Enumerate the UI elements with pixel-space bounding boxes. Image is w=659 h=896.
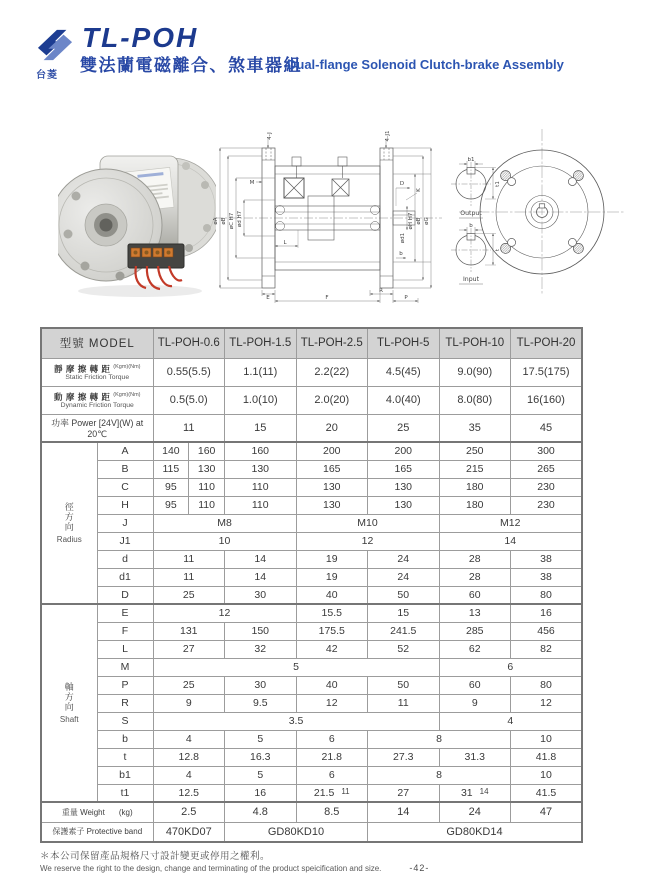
value-cell: 12 — [296, 694, 368, 712]
detail-label-b: b — [469, 223, 473, 229]
footer-note-english: We reserve the right to the design, change and terminating of the product speicification and size. — [40, 864, 382, 873]
row-label: J1 — [97, 532, 153, 550]
value-cell: 80 — [511, 676, 583, 694]
value-cell: 6 — [439, 658, 582, 676]
row-label: 靜 摩 擦 轉 距 $^{(Kgm)(Nm)}$ Static Friction Torque — [41, 358, 153, 386]
row-label: 保護素子 Protective band — [41, 822, 153, 842]
table-row — [41, 496, 582, 514]
terminal-block — [128, 244, 184, 268]
value-cell: 60 — [439, 586, 511, 604]
value-cell: 8.5 — [296, 802, 368, 822]
row-label: L — [97, 640, 153, 658]
table-row — [41, 414, 582, 442]
model-name: TL-POH-1.5 — [225, 328, 297, 358]
company-logo-icon — [34, 27, 76, 63]
value-cell: 38 — [511, 568, 583, 586]
value-cell: 82 — [511, 640, 583, 658]
value-cell: 1.0(10) — [225, 386, 297, 414]
value-cell: 10 — [511, 766, 583, 784]
value-cell: 11 — [153, 414, 225, 442]
value-cell: 50 — [368, 676, 440, 694]
dim-label-4j-icon: 4-J — [267, 132, 273, 140]
table-row — [41, 658, 582, 676]
row-label: M — [97, 658, 153, 676]
value-cell: 12.8 — [153, 748, 225, 766]
logo-caption: 台菱 — [36, 70, 58, 81]
value-cell: 50 — [368, 586, 440, 604]
dim-label-M: M — [249, 180, 255, 186]
value-cell: M12 — [439, 514, 582, 532]
row-label: R — [97, 694, 153, 712]
value-cell: 32 — [225, 640, 297, 658]
value-cell: 300 — [511, 442, 583, 460]
value-cell: 4.5(45) — [368, 358, 440, 386]
value-cell: 165 — [296, 460, 368, 478]
dim-label-4j1-icon: 4-J1 — [385, 130, 391, 142]
detail-label-b1: b1 — [467, 157, 475, 163]
value-cell: 28 — [439, 568, 511, 586]
value-cell: 47 — [511, 802, 583, 822]
value-cell: 10 — [153, 532, 296, 550]
value-cell: 140 — [153, 442, 189, 460]
table-row — [41, 550, 582, 568]
table-row — [41, 478, 582, 496]
value-cell: 40 — [296, 676, 368, 694]
value-cell: 11 — [153, 568, 225, 586]
value-cell: 2.0(20) — [296, 386, 368, 414]
value-cell: 15 — [225, 414, 297, 442]
model-name: TL-POH-0.6 — [153, 328, 225, 358]
value-cell: 8.0(80) — [439, 386, 511, 414]
value-cell: 110 — [225, 496, 297, 514]
value-cell: 42 — [296, 640, 368, 658]
value-cell: 40 — [296, 586, 368, 604]
dim-label-b: b — [399, 251, 403, 257]
table-row — [41, 514, 582, 532]
value-cell: 0.55(5.5) — [153, 358, 225, 386]
dim-label-oB-right: øB — [416, 217, 422, 225]
value-cell: 130 — [368, 496, 440, 514]
dim-label-oC: øC H7 — [229, 212, 235, 230]
value-cell: 2.5 — [153, 802, 225, 822]
dim-label-od: ød H7 — [237, 210, 243, 228]
value-cell: M10 — [296, 514, 439, 532]
value-cell: 45 — [511, 414, 583, 442]
value-cell: 9.0(90) — [439, 358, 511, 386]
value-cell: 215 — [439, 460, 511, 478]
footer-note-chinese: ＊本公司保留產品規格尺寸設計變更或停用之權利。 — [40, 851, 271, 862]
value-cell: 0.5(5.0) — [153, 386, 225, 414]
value-cell: 31.3 — [439, 748, 511, 766]
row-label: F — [97, 622, 153, 640]
row-label: 動 摩 擦 轉 距 $^{(Kgm)(Nm)}$ Dynamic Friction Torque — [41, 386, 153, 414]
model-name: TL-POH-10 — [439, 328, 511, 358]
dim-label-F: F — [325, 295, 329, 301]
value-cell: 27 — [368, 784, 440, 802]
input-caption: Input — [462, 276, 480, 283]
value-cell: 12 — [296, 532, 439, 550]
table-row — [41, 622, 582, 640]
table-row — [41, 802, 582, 822]
value-cell: 24 — [368, 568, 440, 586]
table-row — [41, 694, 582, 712]
value-cell: 10 — [511, 730, 583, 748]
value-cell: 130 — [225, 460, 297, 478]
dim-label-E: E — [266, 295, 270, 301]
row-label: b — [97, 730, 153, 748]
model-name: TL-POH-2.5 — [296, 328, 368, 358]
value-cell: 21.8 — [296, 748, 368, 766]
table-row — [41, 532, 582, 550]
value-cell: 160 — [225, 442, 297, 460]
value-cell: 241.5 — [368, 622, 440, 640]
value-cell: 110 — [225, 478, 297, 496]
value-cell: 200 — [296, 442, 368, 460]
value-cell: 9 — [153, 694, 225, 712]
value-cell: 80 — [511, 586, 583, 604]
value-cell: 4.8 — [225, 802, 297, 822]
value-cell: 19 — [296, 568, 368, 586]
value-cell: 15.5 — [296, 604, 368, 622]
dim-label-D: D — [399, 181, 405, 187]
dim-label-R: R — [379, 288, 383, 294]
row-label: d — [97, 550, 153, 568]
page-title: TL-POH — [82, 22, 199, 53]
table-row — [41, 358, 582, 386]
value-cell: 16(160) — [511, 386, 583, 414]
value-cell: 150 — [225, 622, 297, 640]
value-cell: 11 — [368, 694, 440, 712]
row-label: H — [97, 496, 153, 514]
value-cell: 200 — [368, 442, 440, 460]
value-cell: 230 — [511, 478, 583, 496]
value-cell: 14 — [439, 532, 582, 550]
value-cell: 8 — [368, 730, 511, 748]
value-cell: 20 — [296, 414, 368, 442]
value-cell: 52 — [368, 640, 440, 658]
footer — [40, 848, 429, 873]
row-label: 重量 Weight (kg) — [41, 802, 153, 822]
value-cell: 95 — [153, 478, 189, 496]
value-cell: 3.5 — [153, 712, 439, 730]
table-row — [41, 604, 582, 622]
page-number: -42- — [409, 863, 430, 873]
value-cell: 27.3 — [368, 748, 440, 766]
value-cell: 12 — [511, 694, 583, 712]
table-row — [41, 568, 582, 586]
value-cell: 4 — [153, 730, 225, 748]
dim-label-oA: øA — [213, 217, 219, 225]
value-cell: 25 — [153, 586, 225, 604]
value-cell: 24 — [368, 550, 440, 568]
table-row — [41, 784, 582, 802]
row-label: B — [97, 460, 153, 478]
value-cell: 2.2(22) — [296, 358, 368, 386]
value-cell: GD80KD10 — [225, 822, 368, 842]
value-cell: 130 — [189, 460, 225, 478]
value-cell: 5 — [225, 730, 297, 748]
dim-label-K: K — [416, 188, 422, 192]
table-row — [41, 586, 582, 604]
row-label: 功率 Power [24V](W) at 20℃ — [41, 414, 153, 442]
model-name: TL-POH-5 — [368, 328, 440, 358]
value-cell: 115 — [153, 460, 189, 478]
value-cell: 160 — [189, 442, 225, 460]
value-cell: GD80KD14 — [368, 822, 583, 842]
dim-label-oG: øG — [424, 217, 430, 225]
section-view-drawing — [210, 126, 446, 308]
value-cell: 21.5 11 — [296, 784, 368, 802]
value-cell: 456 — [511, 622, 583, 640]
value-cell: 130 — [368, 478, 440, 496]
table-row — [41, 460, 582, 478]
table-row — [41, 730, 582, 748]
value-cell: 4.0(40) — [368, 386, 440, 414]
value-cell: 60 — [439, 676, 511, 694]
value-cell: 25 — [368, 414, 440, 442]
value-cell: 24 — [439, 802, 511, 822]
value-cell: 175.5 — [296, 622, 368, 640]
subtitle-english: Dual-flange Solenoid Clutch-brake Assembly — [287, 57, 564, 72]
value-cell: 130 — [296, 496, 368, 514]
dim-label-P: P — [404, 295, 408, 301]
value-cell: 110 — [189, 478, 225, 496]
value-cell: 15 — [368, 604, 440, 622]
value-cell: 165 — [368, 460, 440, 478]
row-label: d1 — [97, 568, 153, 586]
value-cell: 180 — [439, 478, 511, 496]
value-cell: 25 — [153, 676, 225, 694]
value-cell: 13 — [439, 604, 511, 622]
group-label-shaft: 軸 方 向 Shaft — [41, 604, 97, 802]
row-label: C — [97, 478, 153, 496]
value-cell: 110 — [189, 496, 225, 514]
output-caption: Output — [460, 210, 482, 217]
value-cell: 130 — [296, 478, 368, 496]
value-cell: 9 — [439, 694, 511, 712]
value-cell: 265 — [511, 460, 583, 478]
product-photo — [58, 130, 216, 302]
value-cell: 16 — [225, 784, 297, 802]
value-cell: 180 — [439, 496, 511, 514]
value-cell: 6 — [296, 766, 368, 784]
value-cell: 470KD07 — [153, 822, 225, 842]
table-row — [41, 442, 582, 460]
row-label: A — [97, 442, 153, 460]
value-cell: 35 — [439, 414, 511, 442]
row-label: t1 — [97, 784, 153, 802]
value-cell: M8 — [153, 514, 296, 532]
table-row — [41, 822, 582, 842]
value-cell: 28 — [439, 550, 511, 568]
value-cell: 27 — [153, 640, 225, 658]
value-cell: 11 — [153, 550, 225, 568]
table-row — [41, 766, 582, 784]
table-row — [41, 676, 582, 694]
dim-label-oH: øH H7 — [408, 212, 414, 230]
value-cell: 4 — [439, 712, 582, 730]
value-cell: 14 — [225, 568, 297, 586]
spec-table — [40, 327, 583, 843]
row-label: S — [97, 712, 153, 730]
value-cell: 250 — [439, 442, 511, 460]
model-name: TL-POH-20 — [511, 328, 583, 358]
table-row — [41, 386, 582, 414]
value-cell: 5 — [153, 658, 439, 676]
value-cell: 4 — [153, 766, 225, 784]
value-cell: 12.5 — [153, 784, 225, 802]
row-label: t — [97, 748, 153, 766]
value-cell: 16 — [511, 604, 583, 622]
group-label-radius: 徑 方 向 Radius — [41, 442, 97, 604]
value-cell: 31 14 — [439, 784, 511, 802]
value-cell: 30 — [225, 586, 297, 604]
value-cell: 5 — [225, 766, 297, 784]
value-cell: 9.5 — [225, 694, 297, 712]
value-cell: 19 — [296, 550, 368, 568]
value-cell: 30 — [225, 676, 297, 694]
value-cell: 8 — [368, 766, 511, 784]
value-cell: 285 — [439, 622, 511, 640]
detail-label-t: t — [495, 248, 501, 252]
dim-label-L: L — [283, 240, 287, 246]
value-cell: 131 — [153, 622, 225, 640]
dim-label-od1: ød1 — [400, 232, 406, 244]
value-cell: 95 — [153, 496, 189, 514]
row-label: J — [97, 514, 153, 532]
table-row — [41, 712, 582, 730]
value-cell: 16.3 — [225, 748, 297, 766]
value-cell: 6 — [296, 730, 368, 748]
row-label: b1 — [97, 766, 153, 784]
value-cell: 14 — [368, 802, 440, 822]
subtitle-chinese: 雙法蘭電磁離合、煞車器組 — [80, 56, 302, 75]
value-cell: 14 — [225, 550, 297, 568]
row-label: D — [97, 586, 153, 604]
detail-label-t1: t1 — [495, 181, 501, 187]
model-header-label: 型號 MODEL — [41, 328, 153, 358]
value-cell: 12 — [153, 604, 296, 622]
value-cell: 17.5(175) — [511, 358, 583, 386]
value-cell: 41.5 — [511, 784, 583, 802]
table-row — [41, 748, 582, 766]
value-cell: 62 — [439, 640, 511, 658]
value-cell: 1.1(11) — [225, 358, 297, 386]
dim-label-oB-left: øB — [221, 217, 227, 225]
end-view-drawing — [457, 127, 627, 297]
model-header-row — [41, 328, 582, 358]
row-label: E — [97, 604, 153, 622]
value-cell: 38 — [511, 550, 583, 568]
value-cell: 230 — [511, 496, 583, 514]
row-label: P — [97, 676, 153, 694]
table-row — [41, 640, 582, 658]
value-cell: 41.8 — [511, 748, 583, 766]
